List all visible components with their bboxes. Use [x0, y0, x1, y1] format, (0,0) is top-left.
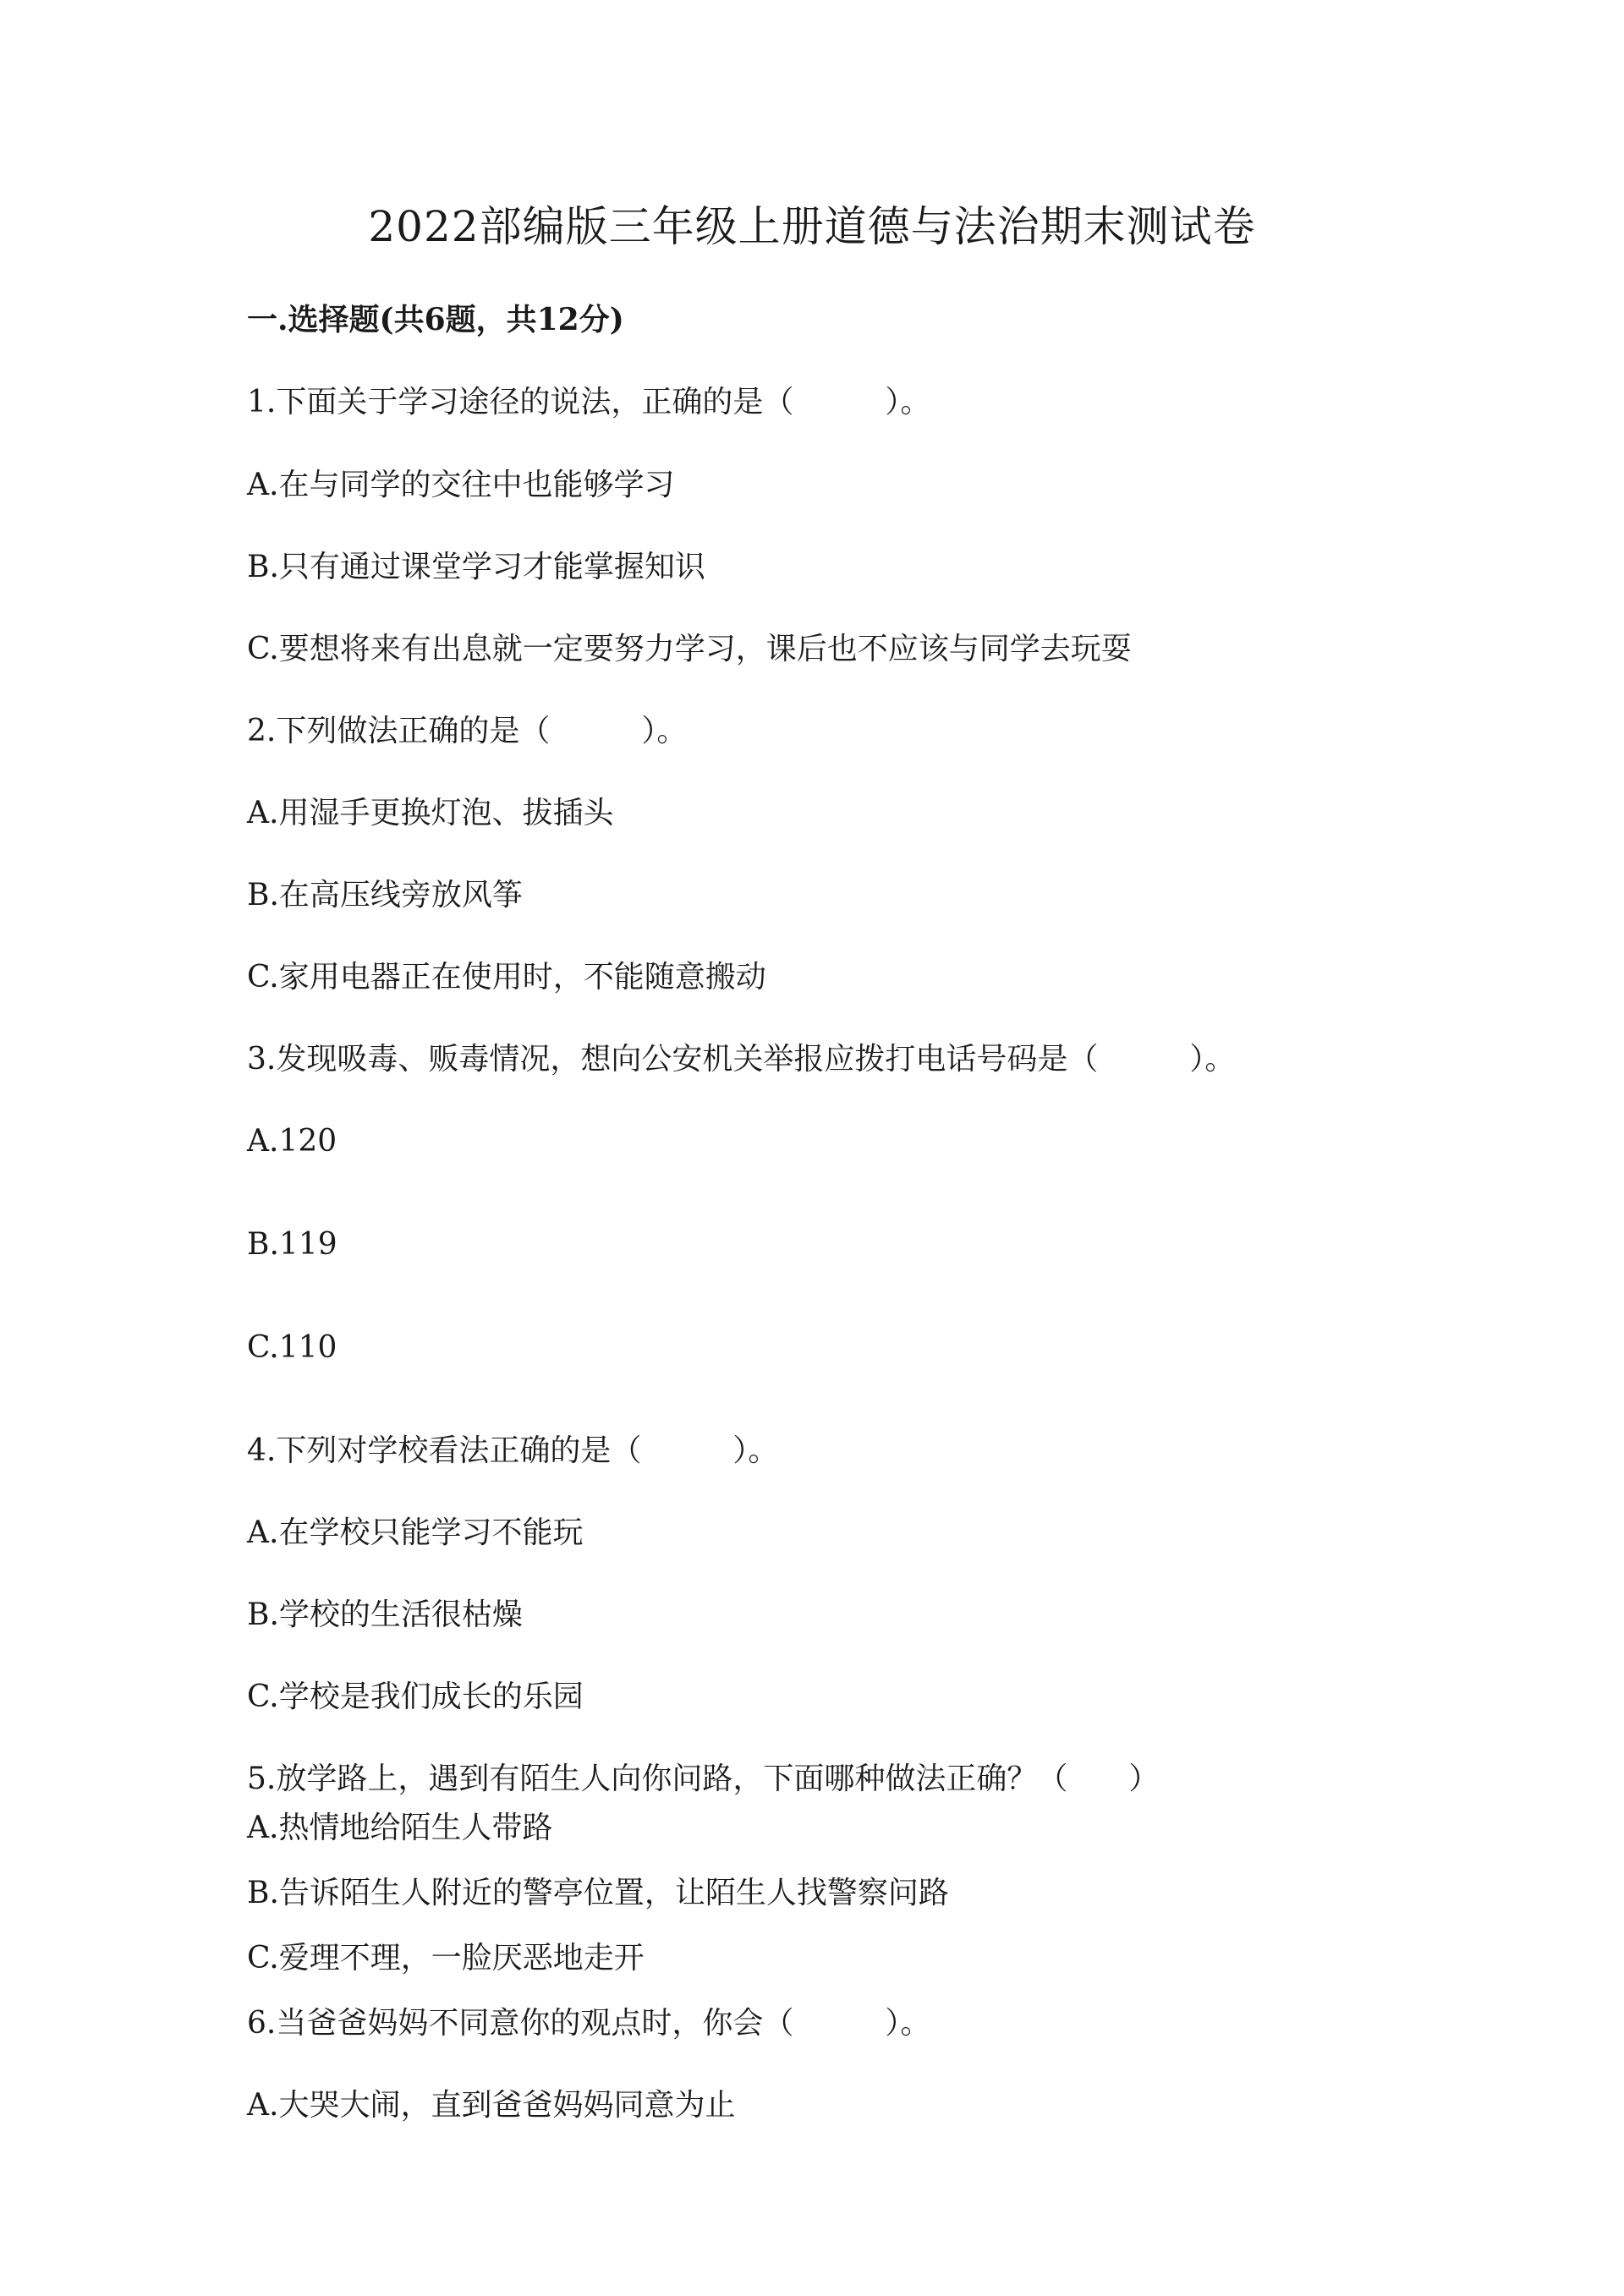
question-3-stem: 3.发现吸毒、贩毒情况，想向公安机关举报应拨打电话号码是（ ）。 [247, 1042, 1236, 1077]
question-4-option-b: B.学校的生活很枯燥 [247, 1597, 523, 1632]
section-heading: 一.选择题(共6题，共12分) [247, 302, 624, 337]
question-2-option-c: C.家用电器正在使用时，不能随意搬动 [247, 960, 766, 995]
question-6-option-a: A.大哭大闹，直到爸爸妈妈同意为止 [247, 2088, 736, 2123]
question-2-stem: 2.下列做法正确的是（ ）。 [247, 714, 688, 748]
question-2-option-b: B.在高压线旁放风筝 [247, 878, 523, 912]
question-4-option-a: A.在学校只能学习不能玩 [247, 1515, 584, 1550]
question-5-stem: 5.放学路上，遇到有陌生人向你问路，下面哪种做法正确？（ ） [247, 1762, 1160, 1796]
question-2-option-a: A.用湿手更换灯泡、拔插头 [247, 796, 614, 830]
question-5-option-b: B.告诉陌生人附近的警亭位置，让陌生人找警察问路 [247, 1876, 949, 1910]
question-4-stem: 4.下列对学校看法正确的是（ ）。 [247, 1433, 779, 1468]
question-1-option-b: B.只有通过课堂学习才能掌握知识 [247, 550, 705, 584]
page-title: 2022部编版三年级上册道德与法治期末测试卷 [368, 202, 1256, 251]
question-1-stem: 1.下面关于学习途径的说法，正确的是（ ）。 [247, 385, 931, 419]
question-6-stem: 6.当爸爸妈妈不同意你的观点时，你会（ ）。 [247, 2006, 931, 2041]
question-3-option-a: A.120 [247, 1124, 337, 1159]
question-1-option-c: C.要想将来有出息就一定要努力学习，课后也不应该与同学去玩耍 [247, 632, 1132, 666]
question-5-option-c: C.爱理不理，一脸厌恶地走开 [247, 1941, 645, 1975]
question-4-option-c: C.学校是我们成长的乐园 [247, 1680, 584, 1714]
question-3-option-c: C.110 [247, 1330, 337, 1365]
question-5-option-a: A.热情地给陌生人带路 [247, 1811, 553, 1845]
question-1-option-a: A.在与同学的交往中也能够学习 [247, 468, 675, 502]
question-3-option-b: B.119 [247, 1227, 337, 1262]
